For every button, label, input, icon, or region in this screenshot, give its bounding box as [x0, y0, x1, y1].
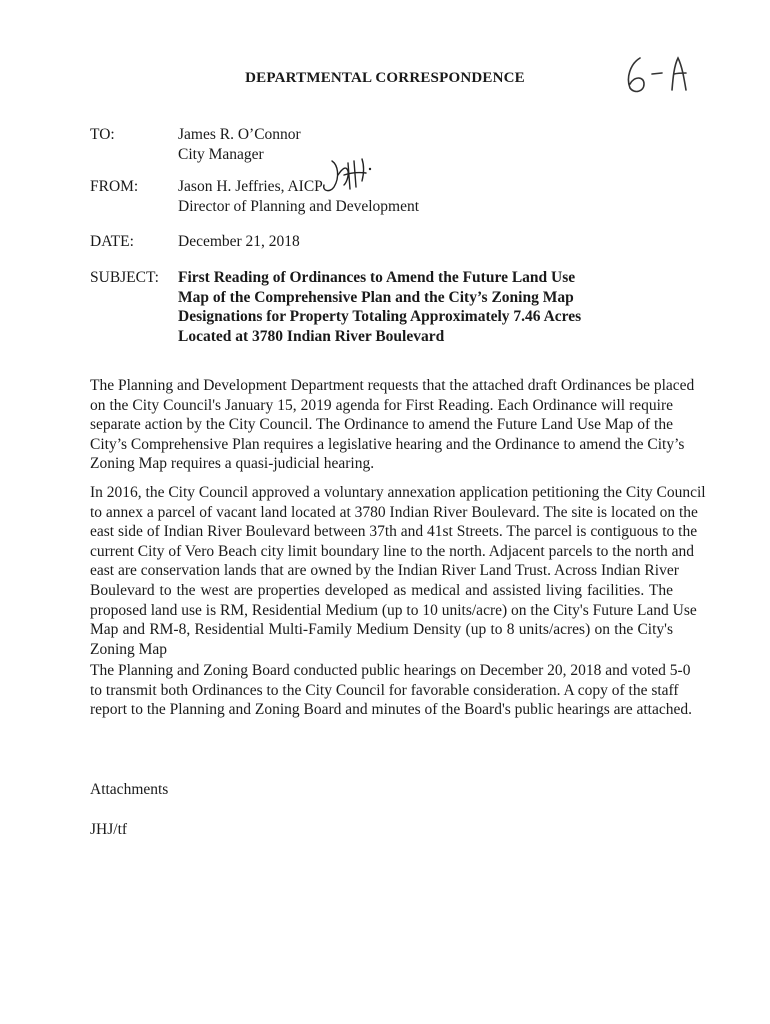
date-value: [178, 232, 678, 252]
paragraph-line: east side of Indian River Boulevard between 37th and 41st Streets. The parcel is contiguous to the: [90, 523, 698, 541]
to-name: James R. O’Connor: [178, 126, 301, 143]
paragraph-line: east are conservation lands that are owned by the Indian River Land Trust. Across Indian River: [90, 562, 679, 580]
paragraph-line: City’s Comprehensive Plan requires a legislative hearing and the Ordinance to amend the City’s: [90, 435, 685, 453]
subject-line: Located at 3780 Indian River Boulevard: [178, 327, 445, 345]
paragraph-line: The Planning and Development Department requests that the attached draft Ordinances be placed: [90, 377, 695, 394]
from-title: Director of Planning and Development: [178, 197, 420, 215]
paragraph-line: proposed land use is RM, Residential Medium (up to 10 units/acre) on the City's Future Land Use: [90, 601, 697, 619]
document-title: DEPARTMENTAL CORRESPONDENCE: [245, 70, 525, 86]
subject-line: Designations for Property Totaling Approximately 7.46 Acres: [178, 308, 582, 325]
subject-line: Map of the Comprehensive Plan and the City’s Zoning Map: [178, 288, 574, 306]
body-paragraph-2: [90, 483, 706, 659]
handwritten-signature: [318, 155, 376, 197]
from-name: Jason H. Jeffries, AICP: [178, 178, 323, 195]
subject-value: [178, 268, 678, 346]
paragraph-line: to annex a parcel of vacant land located at 3780 Indian River Boulevard. The site is located on the: [90, 503, 698, 521]
from-label: FROM:: [90, 178, 139, 195]
date-text: December 21, 2018: [178, 233, 300, 250]
to-title: City Manager: [178, 145, 264, 163]
paragraph-line: on the City Council's January 15, 2019 agenda for First Reading. Each Ordinance will require: [90, 396, 673, 414]
paragraph-line: Zoning Map requires a quasi-judicial hearing.: [90, 455, 375, 473]
paragraph-line: report to the Planning and Zoning Board and minutes of the Board's public hearings are attached.: [90, 701, 692, 719]
body-paragraph-3: [90, 661, 692, 720]
paragraph-line: Map and RM-8, Residential Multi-Family Medium Density (up to 8 units/acres) on the City's: [90, 621, 673, 639]
to-label: TO:: [90, 126, 115, 143]
initials-note: JHJ/tf: [90, 821, 128, 838]
paragraph-line: The Planning and Zoning Board conducted public hearings on December 20, 2018 and voted 5-0: [90, 662, 691, 679]
to-value: [178, 125, 678, 164]
date-label: DATE:: [90, 233, 134, 250]
paragraph-line: separate action by the City Council. The Ordinance to amend the Future Land Use Map of the: [90, 416, 673, 434]
paragraph-line: Zoning Map: [90, 640, 168, 658]
subject-label: SUBJECT:: [90, 269, 159, 286]
body-paragraph-1: [90, 376, 695, 474]
from-value: [178, 177, 678, 216]
paragraph-line: to transmit both Ordinances to the City Council for favorable consideration. A copy of the staff: [90, 681, 679, 699]
paragraph-line: In 2016, the City Council approved a voluntary annexation application petitioning the City Council: [90, 484, 706, 501]
subject-line: First Reading of Ordinances to Amend the Future Land Use: [178, 269, 576, 286]
attachments-note: Attachments: [90, 781, 169, 798]
paragraph-line: Boulevard to the west are properties developed as medical and assisted living facilities. The: [90, 581, 673, 599]
paragraph-line: current City of Vero Beach city limit boundary line to the north. Adjacent parcels to the north and: [90, 542, 695, 560]
